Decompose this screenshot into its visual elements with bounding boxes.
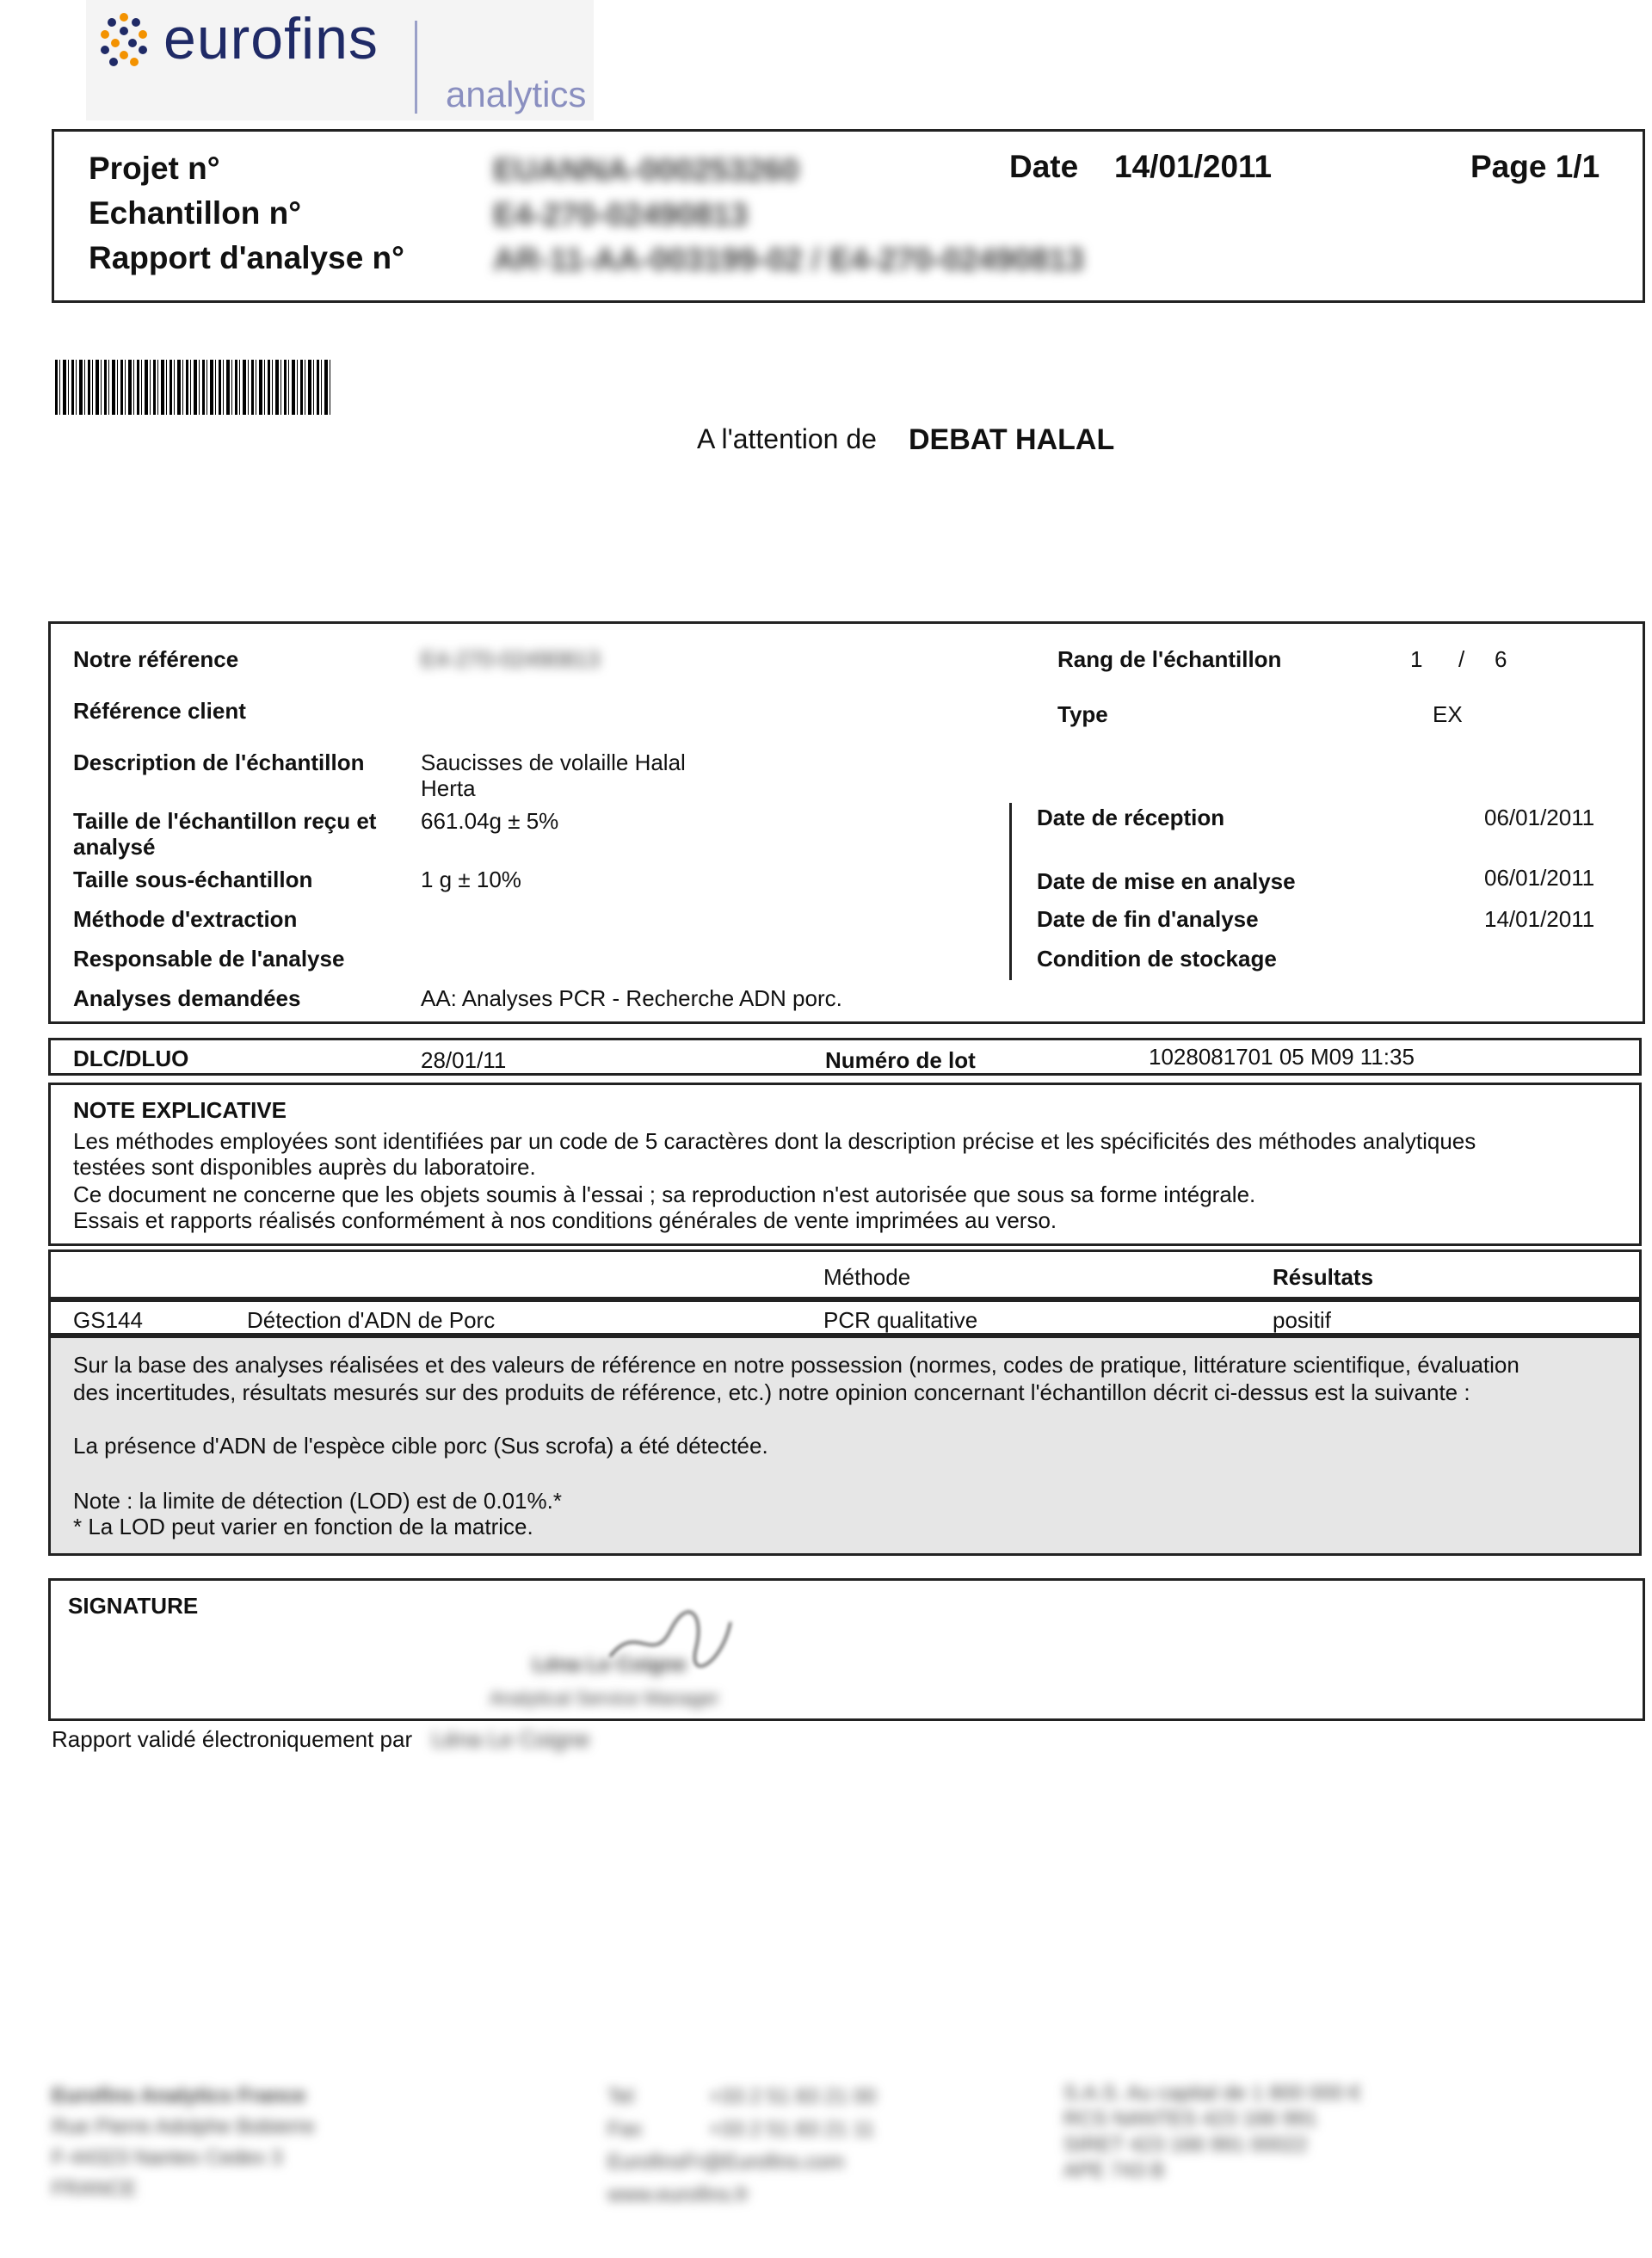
result-methode: PCR qualitative bbox=[823, 1307, 978, 1333]
note-title: NOTE EXPLICATIVE bbox=[73, 1097, 287, 1123]
opinion bbox=[48, 1336, 1642, 1556]
notre-ref-label: Notre référence bbox=[73, 646, 239, 672]
rang-separator: / bbox=[1458, 646, 1465, 672]
fin-label: Date de fin d'analyse bbox=[1037, 906, 1259, 932]
sample-info bbox=[48, 621, 1645, 1024]
lot-value: 1028081701 05 M09 11:35 bbox=[1149, 1044, 1415, 1070]
stockage-label: Condition de stockage bbox=[1037, 946, 1277, 972]
barcode bbox=[55, 360, 330, 415]
sous-label: Taille sous-échantillon bbox=[73, 867, 313, 892]
ref-client-label: Référence client bbox=[73, 698, 246, 724]
analyses-label: Analyses demandées bbox=[73, 985, 301, 1011]
footer-tel: +33 2 51 83 21 00 bbox=[709, 2085, 877, 2108]
results-header bbox=[48, 1249, 1642, 1299]
footer-address1: Rue Pierre Adolphe Bobierre bbox=[52, 2115, 315, 2138]
logo-sub: analytics bbox=[446, 74, 587, 114]
footer-fax-row bbox=[607, 2113, 952, 2146]
projet-value: EUANNA-000253260 bbox=[493, 152, 799, 188]
footer-address2: F-44323 Nantes Cedex 3 bbox=[52, 2146, 283, 2169]
footer-email: EurofinsFr@Eurofins.com bbox=[607, 2150, 845, 2174]
note-line4: Essais et rapports réalisés conformément à nos conditions générales de vente imprimées au verso. bbox=[73, 1207, 1057, 1233]
opinion-line2: des incertitudes, résultats mesurés sur des produits de référence, etc.) notre opinion concernant l'échantillon décrit ci-dessus est la suivante : bbox=[73, 1379, 1470, 1405]
signature-title: SIGNATURE bbox=[68, 1593, 199, 1619]
note-line2: testées sont disponibles auprès du laboratoire. bbox=[73, 1154, 536, 1180]
fin-value: 14/01/2011 bbox=[1484, 906, 1595, 932]
opinion-line1: Sur la base des analyses réalisées et des valeurs de référence en notre possession (normes, codes de pratique, littérature scientifique, évaluation bbox=[73, 1352, 1519, 1378]
mise-label: Date de mise en analyse bbox=[1037, 868, 1296, 894]
date-value: 14/01/2011 bbox=[1114, 149, 1273, 184]
analyses-value: AA: Analyses PCR - Recherche ADN porc. bbox=[421, 985, 842, 1011]
footer-legal4: APE 743 B bbox=[1063, 2159, 1165, 2182]
eurofins-logo-icon bbox=[89, 9, 158, 77]
note-line1: Les méthodes employées sont identifiées par un code de 5 caractères dont la description précise et les spécificités des méthodes analytiques bbox=[73, 1128, 1476, 1154]
logo-brand: eurofins bbox=[163, 6, 379, 71]
logo bbox=[86, 0, 594, 120]
footer-legal3: SIRET 423 166 991 00022 bbox=[1063, 2133, 1308, 2156]
date-label: Date bbox=[1009, 149, 1079, 184]
resultats-header: Résultats bbox=[1273, 1264, 1374, 1290]
footer-fax-label: Fax bbox=[607, 2118, 643, 2141]
attention-name: DEBAT HALAL bbox=[909, 423, 1115, 456]
opinion-line4: Note : la limite de détection (LOD) est de 0.01%.* bbox=[73, 1488, 562, 1514]
taille-label-2: analysé bbox=[73, 834, 156, 860]
column-divider bbox=[1009, 803, 1012, 980]
methode-header: Méthode bbox=[823, 1264, 911, 1290]
lot-label: Numéro de lot bbox=[825, 1047, 976, 1073]
rapport-label: Rapport d'analyse n° bbox=[89, 240, 404, 275]
rang-number: 1 bbox=[1410, 646, 1423, 672]
result-value: positif bbox=[1273, 1307, 1331, 1333]
description-line2: Herta bbox=[421, 775, 476, 801]
echantillon-label: Echantillon n° bbox=[89, 195, 302, 231]
dlc-row bbox=[48, 1038, 1642, 1076]
footer-tel-label: Tel bbox=[607, 2085, 634, 2108]
validated-name: Léna Le Coigne bbox=[432, 1726, 590, 1752]
notre-ref-value: E4-270-02490813 bbox=[421, 646, 601, 672]
projet-label: Projet n° bbox=[89, 151, 220, 186]
result-code: GS144 bbox=[73, 1307, 143, 1333]
rang-total: 6 bbox=[1495, 646, 1507, 672]
logo-divider bbox=[415, 21, 417, 114]
footer-company bbox=[52, 2081, 315, 2205]
note-line3: Ce document ne concerne que les objets soumis à l'essai ; sa reproduction n'est autorisée que sous sa forme intégrale. bbox=[73, 1181, 1256, 1207]
result-detection: Détection d'ADN de Porc bbox=[247, 1307, 496, 1333]
sous-value: 1 g ± 10% bbox=[421, 867, 521, 892]
footer-company-name: Eurofins Analytics France bbox=[52, 2084, 306, 2107]
footer-fax: +33 2 51 83 21 11 bbox=[709, 2118, 875, 2141]
footer-legal bbox=[1063, 2081, 1361, 2184]
dlc-value: 28/01/11 bbox=[421, 1047, 507, 1073]
footer-legal1: S.A.S. Au capital de 1 800 000 € bbox=[1063, 2082, 1361, 2105]
description-line1: Saucisses de volaille Halal bbox=[421, 750, 686, 775]
signature-name: Léna Le Coigne bbox=[533, 1653, 687, 1676]
footer-country: FRANCE bbox=[52, 2177, 137, 2200]
opinion-line5: * La LOD peut varier en fonction de la matrice. bbox=[73, 1514, 533, 1539]
explanatory-note bbox=[48, 1083, 1642, 1246]
report-header bbox=[52, 129, 1645, 303]
page-number: Page 1/1 bbox=[1470, 149, 1600, 184]
responsable-label: Responsable de l'analyse bbox=[73, 946, 345, 972]
description-label: Description de l'échantillon bbox=[73, 750, 365, 775]
footer-contact bbox=[607, 2081, 952, 2212]
signature-box bbox=[48, 1578, 1645, 1721]
echantillon-value: E4-270-02490813 bbox=[493, 197, 749, 232]
dlc-label: DLC/DLUO bbox=[73, 1046, 189, 1071]
footer-tel-row bbox=[607, 2081, 952, 2113]
footer-legal2: RCS NANTES 423 166 991 bbox=[1063, 2107, 1317, 2131]
validated-label: Rapport validé électroniquement par bbox=[52, 1726, 413, 1752]
reception-label: Date de réception bbox=[1037, 805, 1225, 830]
reception-value: 06/01/2011 bbox=[1484, 805, 1595, 830]
type-value: EX bbox=[1433, 701, 1463, 727]
type-label: Type bbox=[1057, 701, 1108, 727]
taille-label-1: Taille de l'échantillon reçu et bbox=[73, 808, 377, 834]
attention-label: A l'attention de bbox=[697, 423, 877, 454]
result-row bbox=[48, 1299, 1642, 1336]
signature-role: Analytical Service Manager bbox=[490, 1687, 719, 1709]
rang-label: Rang de l'échantillon bbox=[1057, 646, 1282, 672]
rapport-value: AR-11-AA-003199-02 / E4-270-02490813 bbox=[493, 242, 1084, 277]
taille-value: 661.04g ± 5% bbox=[421, 808, 559, 834]
mise-value: 06/01/2011 bbox=[1484, 865, 1595, 891]
opinion-line3: La présence d'ADN de l'espèce cible porc (Sus scrofa) a été détectée. bbox=[73, 1433, 768, 1459]
methode-label: Méthode d'extraction bbox=[73, 906, 298, 932]
footer-web: www.eurofins.fr bbox=[607, 2183, 749, 2206]
